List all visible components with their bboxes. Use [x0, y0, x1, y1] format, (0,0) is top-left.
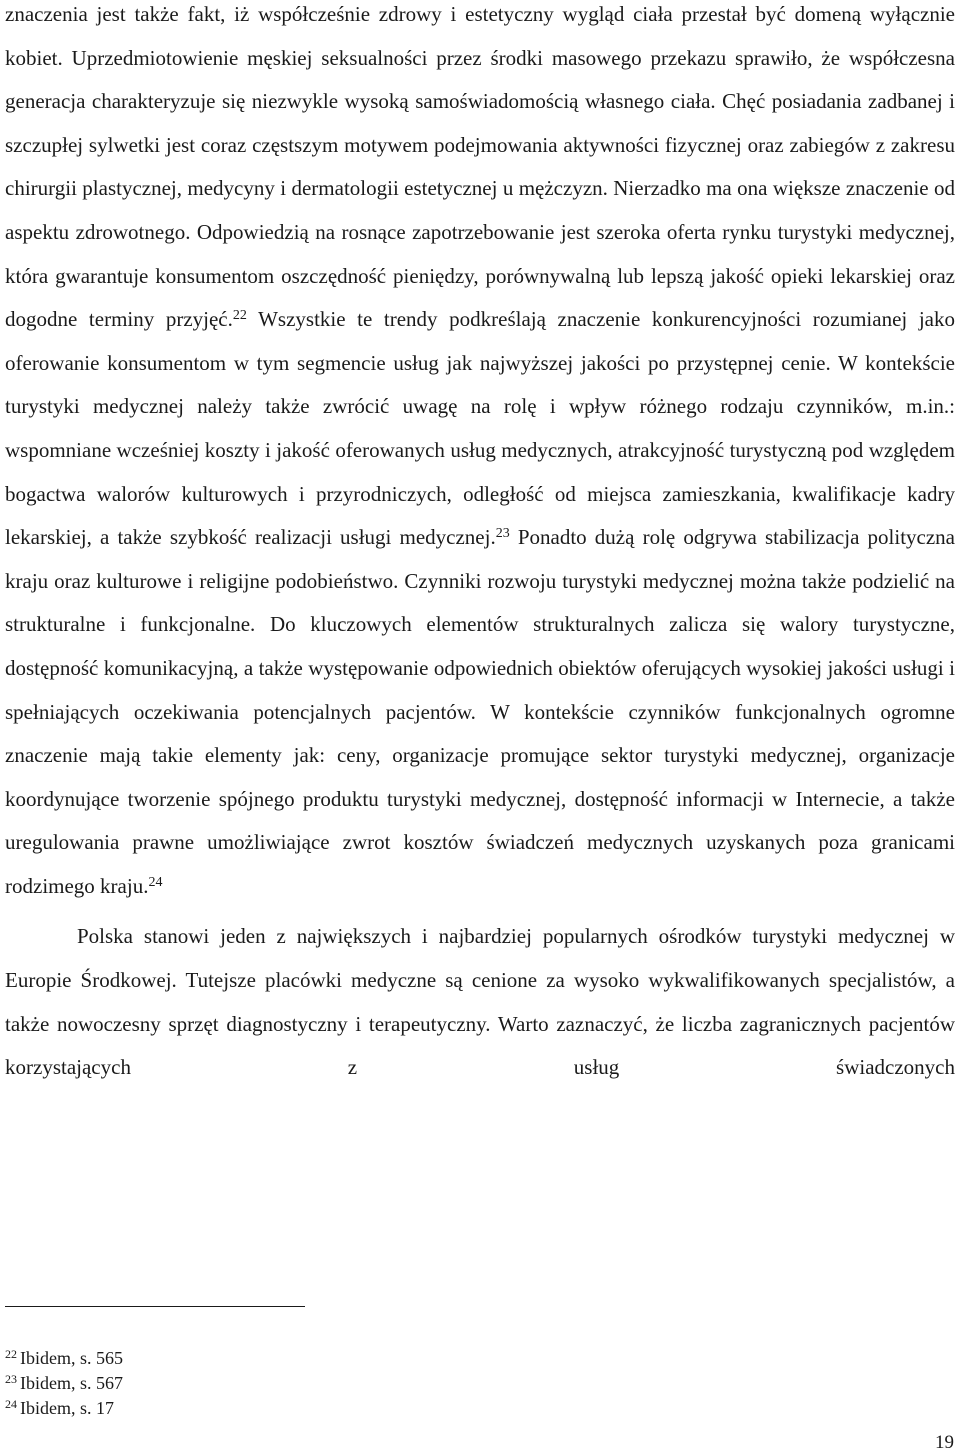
footnote-24: [5, 1396, 605, 1421]
footnote-ref-24[interactable]: 24: [148, 874, 163, 890]
footnote-number: 23: [5, 1372, 17, 1386]
footnote-22: [5, 1346, 605, 1371]
page-number: 19: [935, 1432, 954, 1453]
footnotes: [5, 1346, 605, 1421]
footnote-separator: [5, 1306, 305, 1307]
paragraph-text: znaczenia jest także fakt, iż współcześnie zdrowy i estetyczny wygląd ciała przestał być domeną wyłącznie kobiet. Uprzedmiotowienie męskiej seksualności przez środki masowego przekazu sprawiło, że współczesna generacja charakteryzuje się niezwykle wysoką samoświadomością własnego ciała. Chęć posiadania zadbanej i szczupłej sylwetki jest coraz częstszym motywem podejmowania aktywności fizycznej oraz zabiegów z zakresu chirurgii plastycznej, medycyny i dermatologii estetycznej u mężczyzn. Nierzadko ma ona większe znaczenie od aspektu zdrowotnego. Odpowiedzią na rosnące zapotrzebowanie jest szeroka oferta rynku turystyki medycznej, która gwarantuje konsumentom oszczędność pieniędzy, porównywalną lub lepszą jakość opieki lekarskiej oraz dogodne terminy przyjęć.: [5, 2, 955, 332]
footnote-number: 22: [5, 1347, 17, 1361]
body-paragraph-2: Polska stanowi jeden z największych i najbardziej popularnych ośrodków turystyki medycznej w Europie Środkowej. Tutejsze placówki medyczne są cenione za wysoko wykwalifikowanych specjalistów, a także nowoczesny sprzęt diagnostyczny i terapeutyczny. Warto zaznaczyć, że liczba zagranicznych pacjentów korzystających z usług świadczonych: [5, 924, 955, 1080]
body-paragraph-1: [5, 0, 955, 908]
footnote-text: Ibidem, s. 17: [20, 1398, 114, 1418]
footnote-23: [5, 1371, 605, 1396]
document-page: [5, 0, 955, 1090]
footnote-number: 24: [5, 1397, 17, 1411]
footnote-ref-23[interactable]: 23: [495, 526, 510, 542]
paragraph-text: Ponadto dużą rolę odgrywa stabilizacja polityczna kraju oraz kulturowe i religijne podobieństwo. Czynniki rozwoju turystyki medycznej można także podzielić na strukturalne i funkcjonalne. Do kluczowych elementów strukturalnych zalicza się walory turystyczne, dostępność komunikacyjną, a także występowanie odpowiednich obiektów oferujących wysokiej jakości usługi i spełniających oczekiwania potencjalnych pacjentów. W kontekście czynników funkcjonalnych ogromne znaczenie mają takie elementy jak: ceny, organizacje promujące sektor turystyki medycznej, organizacje koordynujące tworzenie spójnego produktu turystyki medycznej, dostępność informacji w Internecie, a także uregulowania prawne umożliwiające zwrot kosztów świadczeń medycznych uzyskanych poza granicami rodzimego kraju.: [5, 525, 955, 898]
footnote-text: Ibidem, s. 565: [20, 1348, 123, 1368]
footnote-ref-22[interactable]: 22: [232, 308, 247, 324]
paragraph-text: Wszystkie te trendy podkreślają znaczenie konkurencyjności rozumianej jako oferowanie konsumentom w tym segmencie usług jak najwyższej jakości po przystępnej cenie. W kontekście turystyki medycznej należy także zwrócić uwagę na rolę i wpływ różnego rodzaju czynników, m.in.: wspomniane wcześniej koszty i jakość oferowanych usług medycznych, atrakcyjność turystyczną pod względem bogactwa walorów kulturowych i przyrodniczych, odległość od miejsca zamieszkania, kwalifikacje kadry lekarskiej, a także szybkość realizacji usługi medycznej.: [5, 307, 955, 550]
footnote-text: Ibidem, s. 567: [20, 1373, 123, 1393]
